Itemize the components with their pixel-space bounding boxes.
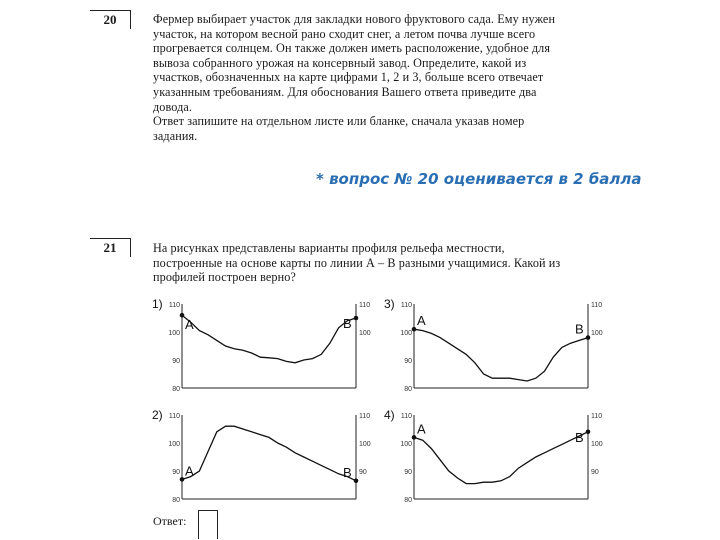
answer-label: Ответ: [153, 514, 187, 528]
profile-point-a [412, 435, 417, 440]
profile-right-tick: 90 [359, 469, 367, 476]
profile-y-tick: 100 [400, 330, 412, 337]
profile-option-number: 2) [152, 408, 163, 422]
profile-right-tick: 110 [359, 413, 371, 420]
profile-option-number: 3) [384, 297, 395, 311]
profile-option-number: 1) [152, 297, 163, 311]
q20-line: задания. [153, 128, 198, 143]
profile-y-tick: 110 [400, 302, 412, 309]
profile-label-b: B [575, 429, 584, 445]
profile-y-tick: 90 [404, 469, 412, 476]
profile-y-tick: 80 [172, 386, 180, 393]
profile-point-b [586, 335, 591, 340]
profile-line [182, 426, 356, 481]
profile-line [182, 315, 356, 363]
q20-line: Фермер выбирает участок для закладки нового фруктового сада. Ему нужен [153, 12, 556, 26]
q20-line: Ответ запишите на отдельном листе или бланке, сначала указав номер [153, 114, 525, 129]
profile-y-tick: 100 [168, 330, 180, 337]
profile-label-a: A [185, 317, 194, 333]
profile-y-tick: 90 [404, 358, 412, 365]
q21-line: профилей построен верно? [153, 270, 296, 285]
profile-chart-4 [382, 403, 617, 511]
profile-right-tick: 100 [359, 330, 371, 337]
profile-point-a [180, 313, 185, 318]
profile-right-tick: 100 [591, 330, 603, 337]
answer-box[interactable] [198, 510, 218, 539]
profile-point-b [354, 316, 359, 321]
q20-line: указанным требованиям. Для обоснования Вашего ответа приведите два [153, 84, 537, 99]
question-21-text [153, 241, 613, 285]
profile-label-a: A [417, 313, 426, 329]
profile-y-tick: 90 [172, 469, 180, 476]
profile-label-b: B [575, 321, 584, 337]
q20-line: участков, обозначенных на карте цифрами 1, 2 и 3, больше всего отвечает [153, 70, 544, 85]
profile-chart-2 [150, 403, 385, 511]
profile-label-a: A [185, 463, 194, 479]
question-20-number: 20 [90, 10, 131, 29]
q20-line: вывоза собранного урожая на консервный завод. Определите, какой из [153, 55, 527, 70]
profile-y-tick: 80 [404, 386, 412, 393]
q20-line: участок, на котором весной рано сходит снег, а летом почва лучше всего [153, 26, 536, 41]
profile-point-b [586, 430, 591, 435]
profile-point-a [180, 477, 185, 482]
profile-label-a: A [417, 421, 426, 437]
profile-right-tick: 100 [359, 441, 371, 448]
profile-chart-1 [150, 292, 385, 400]
profile-right-tick: 110 [591, 413, 603, 420]
profile-chart-3 [382, 292, 617, 400]
q20-line: довода. [153, 99, 193, 114]
profile-y-tick: 110 [168, 302, 180, 309]
profile-right-tick: 90 [591, 469, 599, 476]
profile-y-tick: 80 [404, 497, 412, 504]
profile-line [414, 329, 588, 381]
profile-y-tick: 80 [172, 497, 180, 504]
score-note: * вопрос № 20 оценивается в 2 балла [316, 170, 642, 188]
profile-label-b: B [343, 464, 352, 480]
profile-y-tick: 110 [168, 413, 180, 420]
profile-line [414, 429, 588, 484]
profile-right-tick: 100 [591, 441, 603, 448]
profile-option-number: 4) [384, 408, 395, 422]
profile-right-tick: 110 [591, 302, 603, 309]
profile-point-a [412, 327, 417, 332]
profile-label-b: B [343, 316, 352, 331]
profile-y-tick: 100 [168, 441, 180, 448]
profile-y-tick: 90 [172, 358, 180, 365]
q20-line: прогревается солнцем. Он также должен иметь расположение, удобное для [153, 41, 551, 56]
q21-line: построенные на основе карты по линии А – В разными учащимися. Какой из [153, 255, 561, 270]
profile-right-tick: 110 [359, 302, 371, 309]
question-20-text [153, 12, 613, 143]
q21-line: На рисунках представлены варианты профиля рельефа местности, [153, 241, 505, 255]
profile-y-tick: 110 [400, 413, 412, 420]
question-21-number: 21 [90, 238, 131, 257]
profile-point-b [354, 479, 359, 484]
profile-y-tick: 100 [400, 441, 412, 448]
